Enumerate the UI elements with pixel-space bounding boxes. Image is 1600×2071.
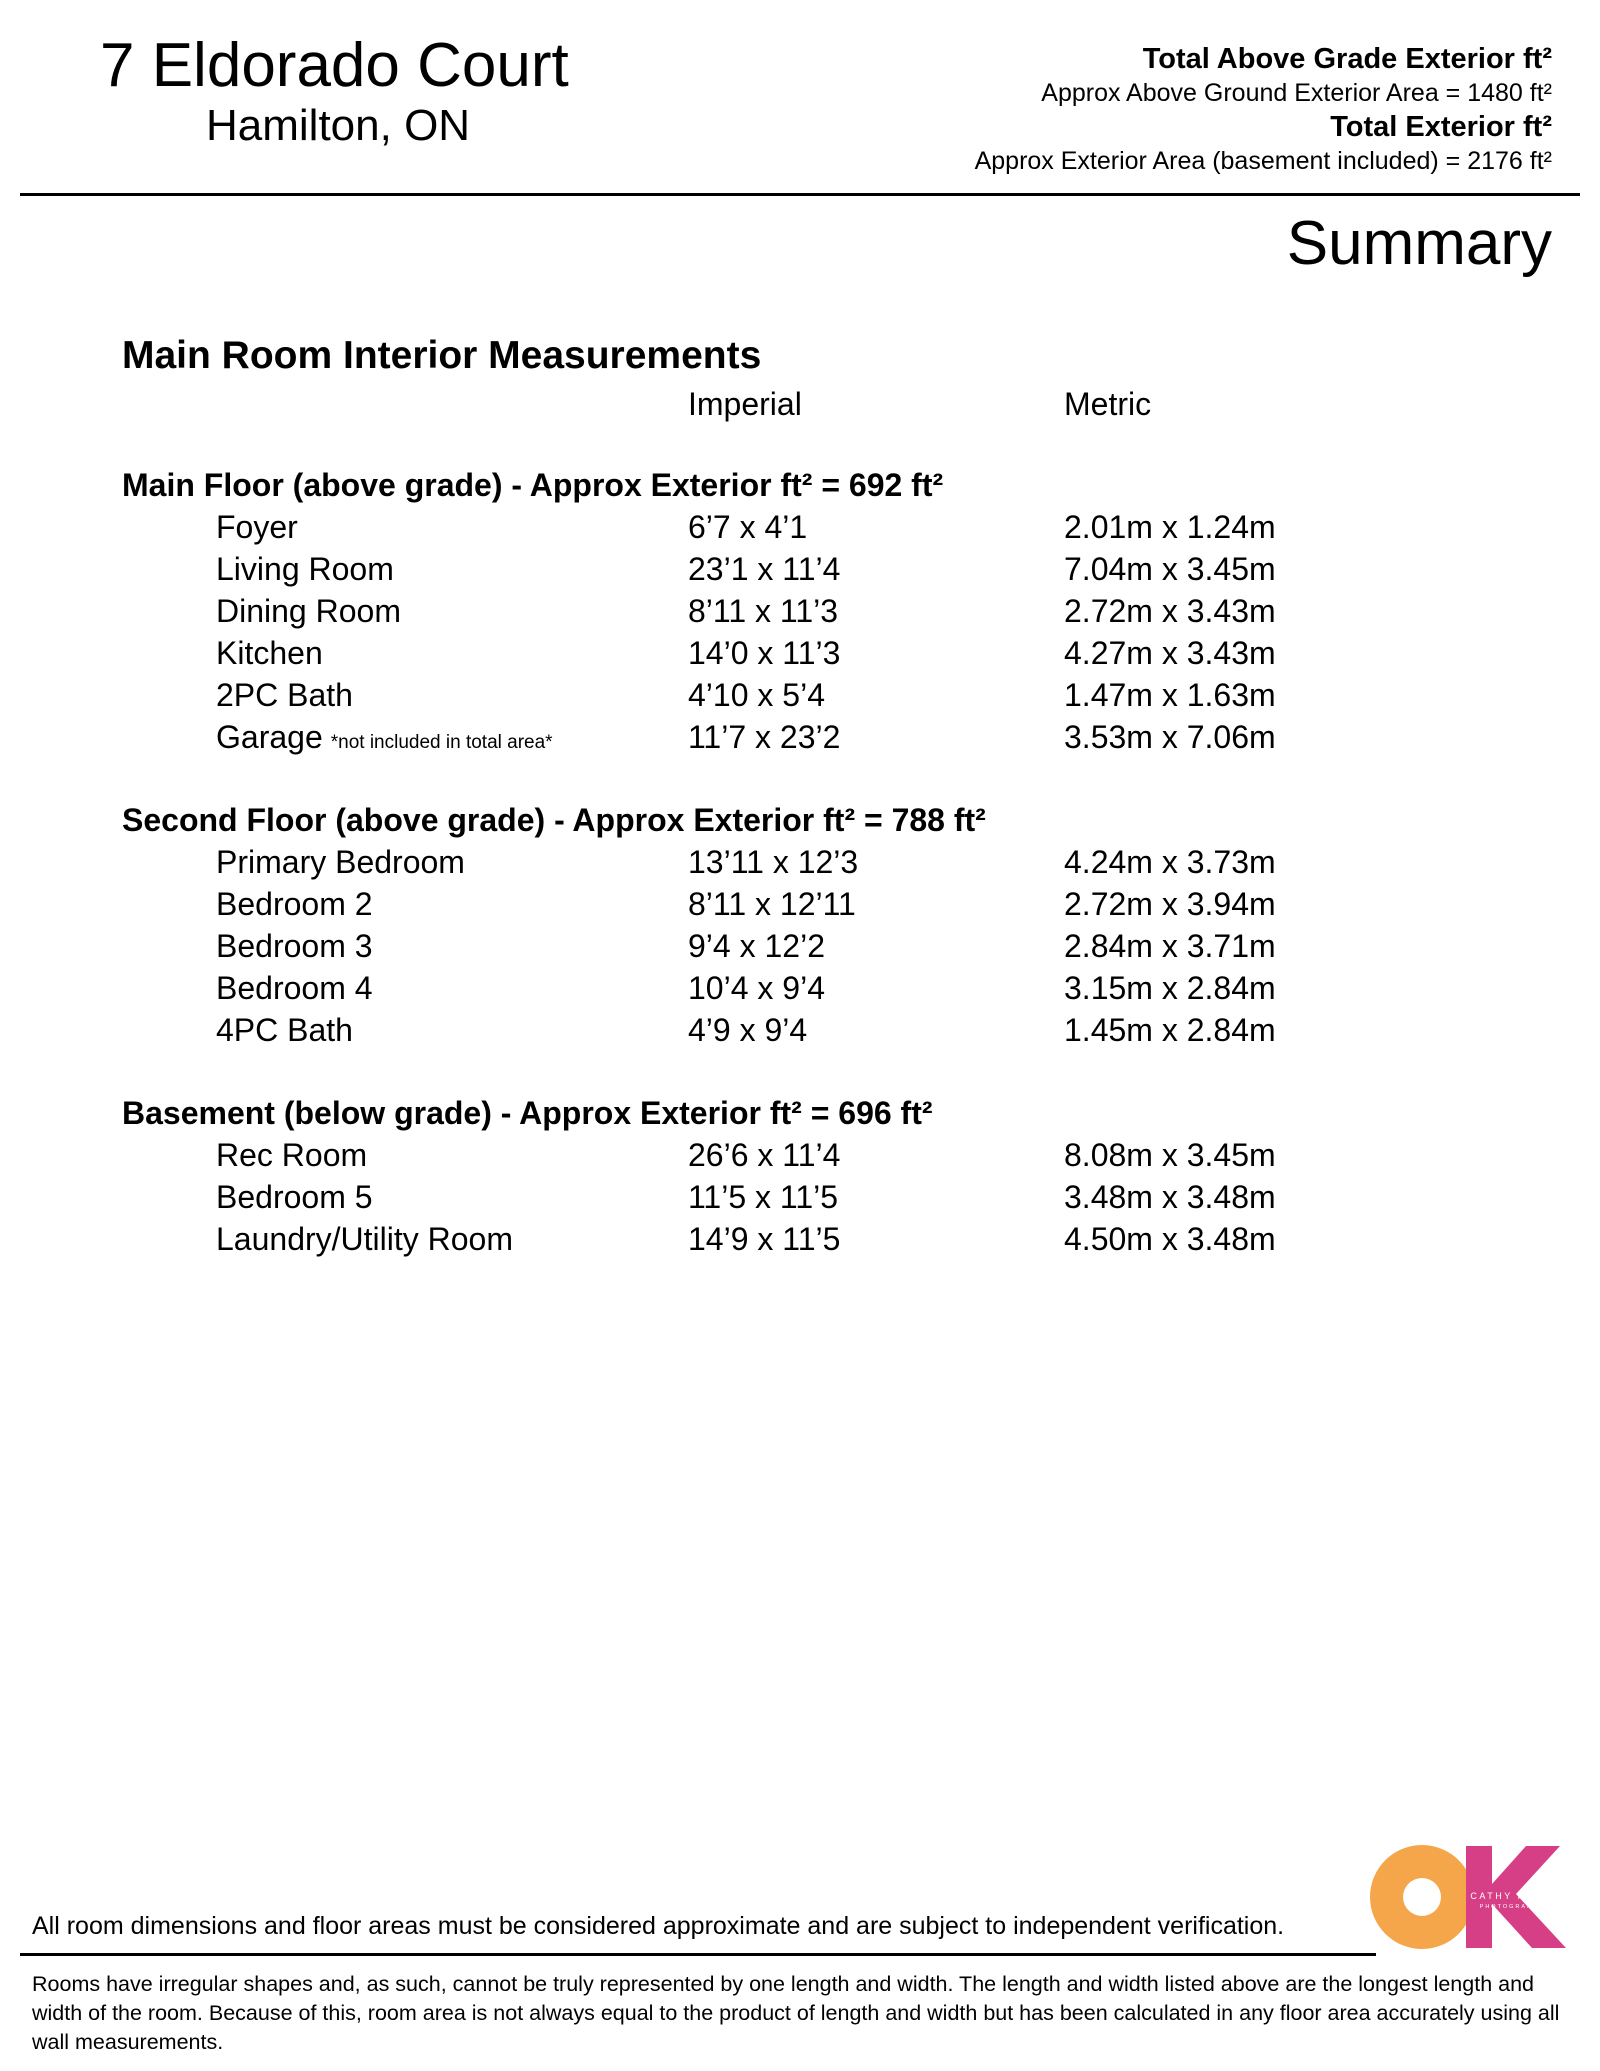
room-name: 2PC Bath xyxy=(216,677,353,713)
room-name: Bedroom 2 xyxy=(216,886,373,922)
above-grade-heading: Total Above Grade Exterior ft² xyxy=(1142,43,1552,75)
room-row xyxy=(0,674,1600,716)
room-metric: 2.01m x 1.24m xyxy=(1064,509,1276,545)
room-row xyxy=(0,1009,1600,1051)
room-row xyxy=(0,841,1600,883)
room-row xyxy=(0,1218,1600,1260)
page-title: Summary xyxy=(1286,209,1552,278)
floor-section xyxy=(0,799,1600,1051)
floor-section xyxy=(0,464,1600,758)
floor-title: Second Floor (above grade) - Approx Exterior ft² = 788 ft² xyxy=(122,802,986,838)
room-imperial: 23’1 x 11’4 xyxy=(688,551,841,587)
room-name: Garage xyxy=(216,719,323,755)
room-name: Rec Room xyxy=(216,1137,368,1173)
room-imperial: 8’11 x 11’3 xyxy=(688,593,839,629)
address-line-2: Hamilton, ON xyxy=(206,101,471,150)
room-metric: 8.08m x 3.45m xyxy=(1064,1137,1276,1173)
room-imperial: 11’7 x 23’2 xyxy=(688,719,841,755)
room-name: Laundry/Utility Room xyxy=(216,1221,513,1257)
room-imperial: 4’9 x 9’4 xyxy=(688,1012,808,1048)
room-imperial: 4’10 x 5’4 xyxy=(688,677,825,713)
room-imperial: 26’6 x 11’4 xyxy=(688,1137,841,1173)
room-metric: 2.72m x 3.94m xyxy=(1064,886,1276,922)
room-row xyxy=(0,590,1600,632)
room-metric: 1.47m x 1.63m xyxy=(1064,677,1276,713)
footer-divider xyxy=(20,1953,1376,1956)
room-name-cell xyxy=(216,632,323,674)
area-totals xyxy=(792,42,1552,178)
room-metric: 4.27m x 3.43m xyxy=(1064,635,1276,671)
room-row xyxy=(0,548,1600,590)
fineprint: Rooms have irregular shapes and, as such, cannot be truly represented by one length and width. The length and width listed above are the longest length and width of the room. Because of this, room area is not always equal to the product of length and width but has been calculated in any floor area accurately using all wall measurements. xyxy=(32,1972,1560,2054)
room-row xyxy=(0,883,1600,925)
room-name-cell xyxy=(216,590,401,632)
room-name-cell xyxy=(216,883,373,925)
room-name: Dining Room xyxy=(216,593,401,629)
room-row xyxy=(0,925,1600,967)
room-name: Kitchen xyxy=(216,635,323,671)
room-row xyxy=(0,716,1600,758)
room-imperial: 8’11 x 12’11 xyxy=(688,886,856,922)
room-imperial: 11’5 x 11’5 xyxy=(688,1179,839,1215)
room-name-cell xyxy=(216,967,373,1009)
room-name: Foyer xyxy=(216,509,298,545)
floor-title: Main Floor (above grade) - Approx Exterior ft² = 692 ft² xyxy=(122,467,944,503)
room-metric: 2.72m x 3.43m xyxy=(1064,593,1276,629)
column-header-imperial: Imperial xyxy=(688,386,802,422)
logo-text-sub: PHOTOGRAPHY xyxy=(1479,1904,1545,1910)
above-grade-value: Approx Above Ground Exterior Area = 1480 ft² xyxy=(1041,79,1552,107)
logo-o-hole xyxy=(1403,1878,1441,1916)
floor-title: Basement (below grade) - Approx Exterior ft² = 696 ft² xyxy=(122,1095,933,1131)
room-imperial: 13’11 x 12’3 xyxy=(688,844,859,880)
room-metric: 3.53m x 7.06m xyxy=(1064,719,1276,755)
total-exterior-value: Approx Exterior Area (basement included) = 2176 ft² xyxy=(974,147,1552,175)
room-name: Bedroom 4 xyxy=(216,970,373,1006)
room-metric: 7.04m x 3.45m xyxy=(1064,551,1276,587)
room-row xyxy=(0,1134,1600,1176)
room-name-cell xyxy=(216,548,394,590)
room-name-cell xyxy=(216,674,353,716)
ok-logo-icon xyxy=(1370,1844,1570,1950)
room-imperial: 14’9 x 11’5 xyxy=(688,1221,841,1257)
room-row xyxy=(0,632,1600,674)
header-divider xyxy=(20,193,1580,196)
floor-section xyxy=(0,1092,1600,1260)
room-imperial: 14’0 x 11’3 xyxy=(688,635,841,671)
room-name-cell xyxy=(216,506,298,548)
room-name: Bedroom 3 xyxy=(216,928,373,964)
room-metric: 4.50m x 3.48m xyxy=(1064,1221,1276,1257)
room-row xyxy=(0,506,1600,548)
room-name-cell xyxy=(216,1009,353,1051)
column-header-metric: Metric xyxy=(1064,386,1152,422)
floors-list xyxy=(0,464,1600,1301)
room-name-cell xyxy=(216,841,465,883)
room-imperial: 10’4 x 9’4 xyxy=(688,970,825,1006)
room-name-cell xyxy=(216,1176,373,1218)
room-row xyxy=(0,967,1600,1009)
room-imperial: 9’4 x 12’2 xyxy=(688,928,825,964)
total-exterior-heading: Total Exterior ft² xyxy=(1330,111,1552,143)
logo-text-name: CATHY KOOP xyxy=(1470,1891,1554,1901)
room-name: Living Room xyxy=(216,551,394,587)
room-metric: 3.48m x 3.48m xyxy=(1064,1179,1276,1215)
room-note: *not included in total area* xyxy=(330,732,553,753)
room-name-cell xyxy=(216,1218,513,1260)
room-imperial: 6’7 x 4’1 xyxy=(688,509,808,545)
room-name: Bedroom 5 xyxy=(216,1179,373,1215)
room-name-cell xyxy=(216,1134,367,1176)
room-metric: 2.84m x 3.71m xyxy=(1064,928,1276,964)
room-row xyxy=(0,1176,1600,1218)
disclaimer: All room dimensions and floor areas must be considered approximate and are subject to independent verification. xyxy=(32,1912,1285,1940)
room-metric: 1.45m x 2.84m xyxy=(1064,1012,1276,1048)
address-line-1: 7 Eldorado Court xyxy=(100,31,569,100)
room-name-cell xyxy=(216,925,373,967)
room-metric: 3.15m x 2.84m xyxy=(1064,970,1276,1006)
measurements-title: Main Room Interior Measurements xyxy=(122,334,762,377)
room-name: 4PC Bath xyxy=(216,1012,353,1048)
room-name-cell xyxy=(216,716,553,764)
room-name: Primary Bedroom xyxy=(216,844,465,880)
room-metric: 4.24m x 3.73m xyxy=(1064,844,1276,880)
